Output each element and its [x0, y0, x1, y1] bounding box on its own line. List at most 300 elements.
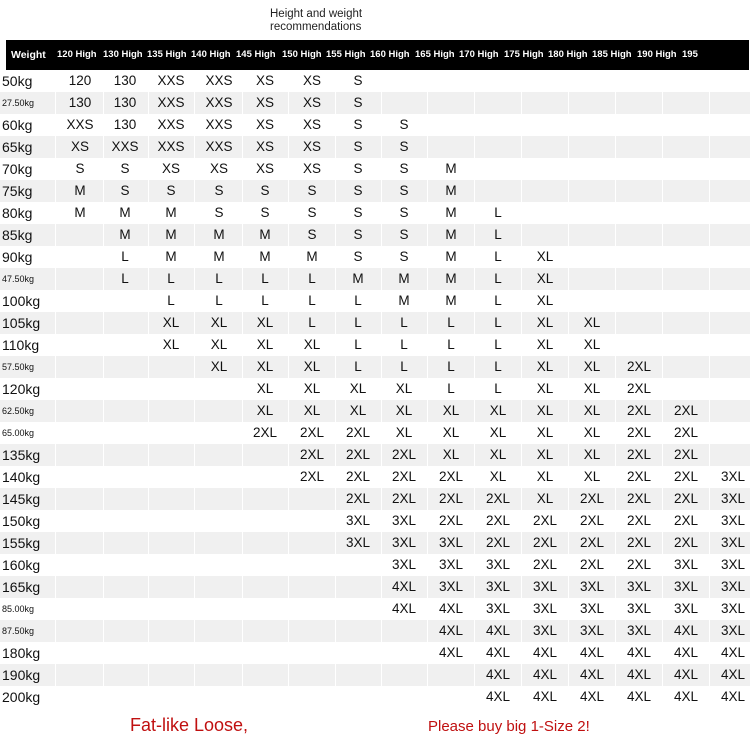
size-cell	[522, 136, 568, 158]
size-cell	[57, 620, 103, 642]
size-cell	[616, 136, 662, 158]
weight-cell: 85.00kg	[2, 604, 35, 614]
size-cell	[242, 444, 288, 466]
size-cell	[57, 664, 103, 686]
size-cell	[663, 334, 709, 356]
size-cell: XS	[255, 139, 274, 154]
size-cell	[475, 114, 521, 136]
table-row	[0, 246, 750, 268]
size-cell	[710, 114, 750, 136]
size-cell	[148, 664, 194, 686]
size-cell	[148, 444, 194, 466]
table-row	[0, 532, 750, 554]
size-cell	[522, 180, 568, 202]
size-cell: M	[259, 249, 271, 264]
size-cell: L	[494, 271, 502, 286]
size-cell: 2XL	[579, 491, 605, 506]
size-cell	[102, 532, 148, 554]
size-cell: L	[400, 359, 408, 374]
size-cell: L	[261, 293, 269, 308]
size-cell	[475, 92, 521, 114]
size-cell: 2XL	[438, 469, 464, 484]
size-cell	[148, 378, 194, 400]
size-cell: XXS	[157, 117, 185, 132]
size-cell	[710, 180, 750, 202]
column-divider	[568, 70, 569, 708]
size-cell	[381, 620, 427, 642]
table-row	[0, 92, 750, 114]
size-cell	[663, 92, 709, 114]
size-cell: 2XL	[485, 491, 511, 506]
size-cell: 2XL	[299, 469, 325, 484]
size-cell	[710, 444, 750, 466]
column-divider	[474, 70, 475, 708]
size-cell: 4XL	[438, 601, 464, 616]
size-cell	[57, 356, 103, 378]
size-cell	[522, 224, 568, 246]
size-cell: L	[354, 315, 362, 330]
size-cell: 3XL	[485, 579, 511, 594]
size-cell: 2XL	[673, 403, 699, 418]
size-cell: S	[353, 249, 363, 264]
height-header: 160 High	[370, 49, 410, 60]
size-cell	[57, 378, 103, 400]
size-cell	[663, 180, 709, 202]
size-cell: 3XL	[391, 557, 417, 572]
weight-cell: 70kg	[2, 161, 33, 177]
size-cell: XL	[583, 425, 601, 440]
size-cell: 2XL	[345, 469, 371, 484]
size-cell: 130	[113, 95, 137, 110]
size-cell: 2XL	[579, 513, 605, 528]
size-cell: XS	[255, 161, 274, 176]
weight-cell: 165kg	[2, 579, 41, 595]
size-cell: XXS	[66, 117, 94, 132]
size-cell: S	[120, 183, 130, 198]
size-cell: 4XL	[438, 623, 464, 638]
size-cell	[428, 70, 474, 92]
size-cell: XL	[303, 381, 321, 396]
weight-cell: 160kg	[2, 557, 41, 573]
size-cell	[148, 532, 194, 554]
size-cell: XL	[536, 315, 554, 330]
size-cell	[663, 356, 709, 378]
size-cell: 4XL	[720, 667, 746, 682]
size-cell: L	[494, 293, 502, 308]
size-cell	[57, 268, 103, 290]
size-cell	[57, 422, 103, 444]
size-cell	[196, 598, 242, 620]
footer-note-right: Please buy big 1-Size 2!	[428, 718, 590, 735]
size-cell: S	[353, 95, 363, 110]
size-cell	[102, 488, 148, 510]
size-cell: 3XL	[391, 535, 417, 550]
size-cell: S	[399, 227, 409, 242]
size-cell: S	[353, 161, 363, 176]
weight-cell: 180kg	[2, 645, 41, 661]
size-cell	[196, 620, 242, 642]
size-cell	[710, 136, 750, 158]
table-row	[0, 400, 750, 422]
size-cell: M	[165, 227, 177, 242]
size-cell	[196, 488, 242, 510]
size-cell: 3XL	[720, 469, 746, 484]
size-cell: 3XL	[626, 579, 652, 594]
size-cell: L	[400, 337, 408, 352]
size-cell: L	[494, 337, 502, 352]
size-cell: 2XL	[673, 535, 699, 550]
size-cell	[475, 136, 521, 158]
size-cell: 2XL	[673, 469, 699, 484]
size-cell: 3XL	[532, 601, 558, 616]
height-header: 120 High	[57, 49, 97, 60]
size-cell: 2XL	[485, 535, 511, 550]
size-cell: 2XL	[626, 513, 652, 528]
size-cell: 130	[113, 73, 137, 88]
size-cell: XXS	[157, 95, 185, 110]
size-cell	[102, 664, 148, 686]
table-row	[0, 510, 750, 532]
size-cell: XL	[489, 425, 507, 440]
chart-title-line1: Height and weight	[270, 8, 363, 20]
size-cell	[57, 466, 103, 488]
size-cell	[569, 158, 615, 180]
size-cell	[381, 686, 427, 708]
size-cell	[569, 268, 615, 290]
size-cell: M	[74, 183, 86, 198]
weight-cell: 100kg	[2, 293, 41, 309]
size-cell: 4XL	[673, 623, 699, 638]
size-cell	[710, 70, 750, 92]
size-cell: 3XL	[485, 557, 511, 572]
size-cell: 3XL	[485, 601, 511, 616]
size-cell: XL	[256, 403, 274, 418]
size-cell	[522, 202, 568, 224]
table-row	[0, 180, 750, 202]
weight-cell: 90kg	[2, 249, 33, 265]
size-cell: XL	[536, 403, 554, 418]
weight-cell: 27.50kg	[2, 98, 35, 108]
footer-note-left: Fat-like Loose,	[130, 715, 249, 735]
height-header: 180 High	[548, 49, 588, 60]
size-cell: 4XL	[720, 689, 746, 704]
size-cell: XL	[536, 359, 554, 374]
size-cell	[196, 378, 242, 400]
size-cell: M	[445, 161, 457, 176]
column-divider	[662, 70, 663, 708]
size-cell	[428, 92, 474, 114]
size-cell	[616, 70, 662, 92]
size-cell: 3XL	[438, 557, 464, 572]
size-cell: S	[307, 205, 317, 220]
size-cell: L	[121, 249, 129, 264]
size-cell: 4XL	[626, 645, 652, 660]
weight-cell: 155kg	[2, 535, 41, 551]
size-cell	[710, 356, 750, 378]
size-cell: L	[308, 271, 316, 286]
weight-cell: 110kg	[2, 337, 40, 353]
weight-cell: 135kg	[2, 447, 41, 463]
size-cell: XS	[302, 117, 321, 132]
size-cell: L	[494, 315, 502, 330]
size-cell: XL	[583, 337, 601, 352]
size-cell	[710, 400, 750, 422]
weight-cell: 105kg	[2, 315, 41, 331]
size-cell	[102, 598, 148, 620]
size-cell	[102, 444, 148, 466]
size-cell	[616, 290, 662, 312]
size-cell	[57, 224, 103, 246]
size-cell: L	[494, 205, 502, 220]
size-cell	[428, 686, 474, 708]
size-cell	[102, 312, 148, 334]
size-cell: 3XL	[391, 513, 417, 528]
size-cell: 3XL	[673, 601, 699, 616]
size-cell: S	[307, 227, 317, 242]
size-cell	[710, 268, 750, 290]
size-cell	[242, 532, 288, 554]
size-cell: XL	[395, 403, 413, 418]
size-cell	[148, 466, 194, 488]
size-cell	[335, 554, 381, 576]
size-cell: XL	[395, 425, 413, 440]
size-cell: 2XL	[626, 381, 652, 396]
size-cell	[289, 642, 335, 664]
size-cell: 3XL	[438, 579, 464, 594]
size-cell: M	[306, 249, 318, 264]
size-cell	[57, 334, 103, 356]
size-cell	[663, 268, 709, 290]
size-cell	[102, 378, 148, 400]
size-cell: 3XL	[579, 623, 605, 638]
size-cell	[196, 686, 242, 708]
weight-cell: 47.50kg	[2, 274, 35, 284]
size-cell: XL	[395, 381, 413, 396]
size-cell: XL	[583, 359, 601, 374]
size-cell	[289, 598, 335, 620]
size-cell: 2XL	[579, 535, 605, 550]
size-cell	[102, 510, 148, 532]
size-cell: L	[354, 359, 362, 374]
size-cell	[428, 664, 474, 686]
size-cell: M	[119, 227, 131, 242]
chart-title	[270, 8, 470, 34]
table-row	[0, 114, 750, 136]
size-cell	[569, 136, 615, 158]
size-cell	[616, 180, 662, 202]
size-cell: S	[120, 161, 130, 176]
size-cell	[616, 114, 662, 136]
size-cell: 3XL	[579, 601, 605, 616]
size-cell	[663, 70, 709, 92]
size-cell: XL	[489, 403, 507, 418]
size-cell	[57, 532, 103, 554]
weight-cell: 50kg	[2, 73, 33, 89]
size-cell: 4XL	[485, 689, 511, 704]
size-cell	[102, 466, 148, 488]
size-cell: 4XL	[626, 667, 652, 682]
size-cell: 2XL	[438, 513, 464, 528]
height-header: 175 High	[504, 49, 544, 60]
size-cell: S	[260, 183, 270, 198]
size-cell: 2XL	[345, 425, 371, 440]
size-cell: M	[398, 293, 410, 308]
size-cell: 130	[68, 95, 92, 110]
size-cell	[242, 598, 288, 620]
size-cell: XL	[442, 425, 460, 440]
size-cell: 2XL	[391, 491, 417, 506]
size-cell: XL	[583, 403, 601, 418]
table-row	[0, 554, 750, 576]
size-cell	[522, 158, 568, 180]
size-cell: 2XL	[299, 425, 325, 440]
size-cell: L	[447, 315, 455, 330]
column-divider	[288, 70, 289, 708]
size-cell: S	[214, 183, 224, 198]
size-cell	[663, 202, 709, 224]
size-cell: 4XL	[391, 579, 417, 594]
size-cell	[148, 400, 194, 422]
size-cell: XL	[489, 469, 507, 484]
column-divider	[521, 70, 522, 708]
size-cell	[102, 576, 148, 598]
size-cell: 3XL	[673, 557, 699, 572]
height-header: 150 High	[282, 49, 322, 60]
size-cell: 2XL	[579, 557, 605, 572]
size-cell	[616, 224, 662, 246]
size-cell	[663, 114, 709, 136]
size-cell: S	[166, 183, 176, 198]
size-cell	[196, 444, 242, 466]
size-cell: M	[398, 271, 410, 286]
size-cell: 3XL	[345, 513, 371, 528]
column-divider	[427, 70, 428, 708]
size-cell	[710, 334, 750, 356]
size-cell	[663, 246, 709, 268]
size-cell: 2XL	[626, 359, 652, 374]
size-cell: M	[445, 183, 457, 198]
table-row	[0, 444, 750, 466]
size-cell: 3XL	[438, 535, 464, 550]
size-cell	[335, 642, 381, 664]
size-cell	[57, 686, 103, 708]
size-cell	[335, 620, 381, 642]
size-cell: S	[353, 117, 363, 132]
size-cell: XXS	[205, 95, 233, 110]
size-cell: 3XL	[720, 557, 746, 572]
size-cell: M	[165, 249, 177, 264]
size-cell	[196, 400, 242, 422]
weight-cell: 145kg	[2, 491, 41, 507]
size-cell: 2XL	[626, 557, 652, 572]
size-cell: 4XL	[485, 645, 511, 660]
size-cell	[57, 290, 103, 312]
weight-cell: 65.00kg	[2, 428, 35, 438]
size-cell	[569, 202, 615, 224]
size-cell	[289, 664, 335, 686]
size-cell: S	[214, 205, 224, 220]
size-cell	[242, 576, 288, 598]
size-cell	[710, 224, 750, 246]
size-cell: XL	[583, 381, 601, 396]
size-cell	[289, 488, 335, 510]
size-cell: 4XL	[626, 689, 652, 704]
column-divider	[335, 70, 336, 708]
size-cell: 2XL	[673, 447, 699, 462]
weight-cell: 85kg	[2, 227, 33, 243]
height-header: 140 High	[191, 49, 231, 60]
height-header: 130 High	[103, 49, 143, 60]
size-cell	[710, 312, 750, 334]
size-cell	[148, 510, 194, 532]
size-cell: XXS	[157, 73, 185, 88]
size-cell: S	[353, 205, 363, 220]
size-cell: XS	[70, 139, 89, 154]
size-cell: 3XL	[579, 579, 605, 594]
size-cell: 3XL	[626, 623, 652, 638]
size-cell: XL	[442, 403, 460, 418]
size-cell	[663, 136, 709, 158]
size-cell: 4XL	[485, 623, 511, 638]
size-cell: L	[400, 315, 408, 330]
size-cell: M	[352, 271, 364, 286]
size-cell: XL	[536, 447, 554, 462]
weight-cell: 190kg	[2, 667, 41, 683]
size-cell: XL	[536, 381, 554, 396]
size-cell: M	[74, 205, 86, 220]
size-cell	[196, 664, 242, 686]
size-cell: 4XL	[438, 645, 464, 660]
table-row	[0, 158, 750, 180]
size-cell	[102, 400, 148, 422]
size-cell: XL	[536, 491, 554, 506]
size-cell: XL	[536, 249, 554, 264]
size-cell: XL	[489, 447, 507, 462]
size-cell	[196, 642, 242, 664]
size-cell: XL	[536, 271, 554, 286]
size-cell	[57, 598, 103, 620]
size-cell: XS	[302, 139, 321, 154]
size-cell: 3XL	[720, 535, 746, 550]
size-cell: XL	[210, 337, 228, 352]
weight-cell: 200kg	[2, 689, 41, 705]
column-divider	[709, 70, 710, 708]
size-cell: XS	[255, 117, 274, 132]
size-cell	[102, 686, 148, 708]
size-cell: 3XL	[720, 601, 746, 616]
size-cell	[663, 290, 709, 312]
column-divider	[194, 70, 195, 708]
size-cell	[242, 664, 288, 686]
size-cell: XXS	[157, 139, 185, 154]
size-cell	[57, 510, 103, 532]
size-cell	[335, 664, 381, 686]
size-cell: L	[494, 359, 502, 374]
size-cell: 3XL	[720, 579, 746, 594]
size-cell: 4XL	[532, 667, 558, 682]
size-cell: XL	[349, 403, 367, 418]
size-cell	[616, 246, 662, 268]
size-cell: XS	[255, 73, 274, 88]
size-cell: 2XL	[626, 425, 652, 440]
column-divider	[615, 70, 616, 708]
column-divider	[55, 70, 56, 708]
size-cell: XL	[442, 447, 460, 462]
size-cell: 3XL	[532, 623, 558, 638]
size-cell	[289, 686, 335, 708]
size-cell: 2XL	[626, 447, 652, 462]
height-header: 195	[682, 49, 698, 60]
